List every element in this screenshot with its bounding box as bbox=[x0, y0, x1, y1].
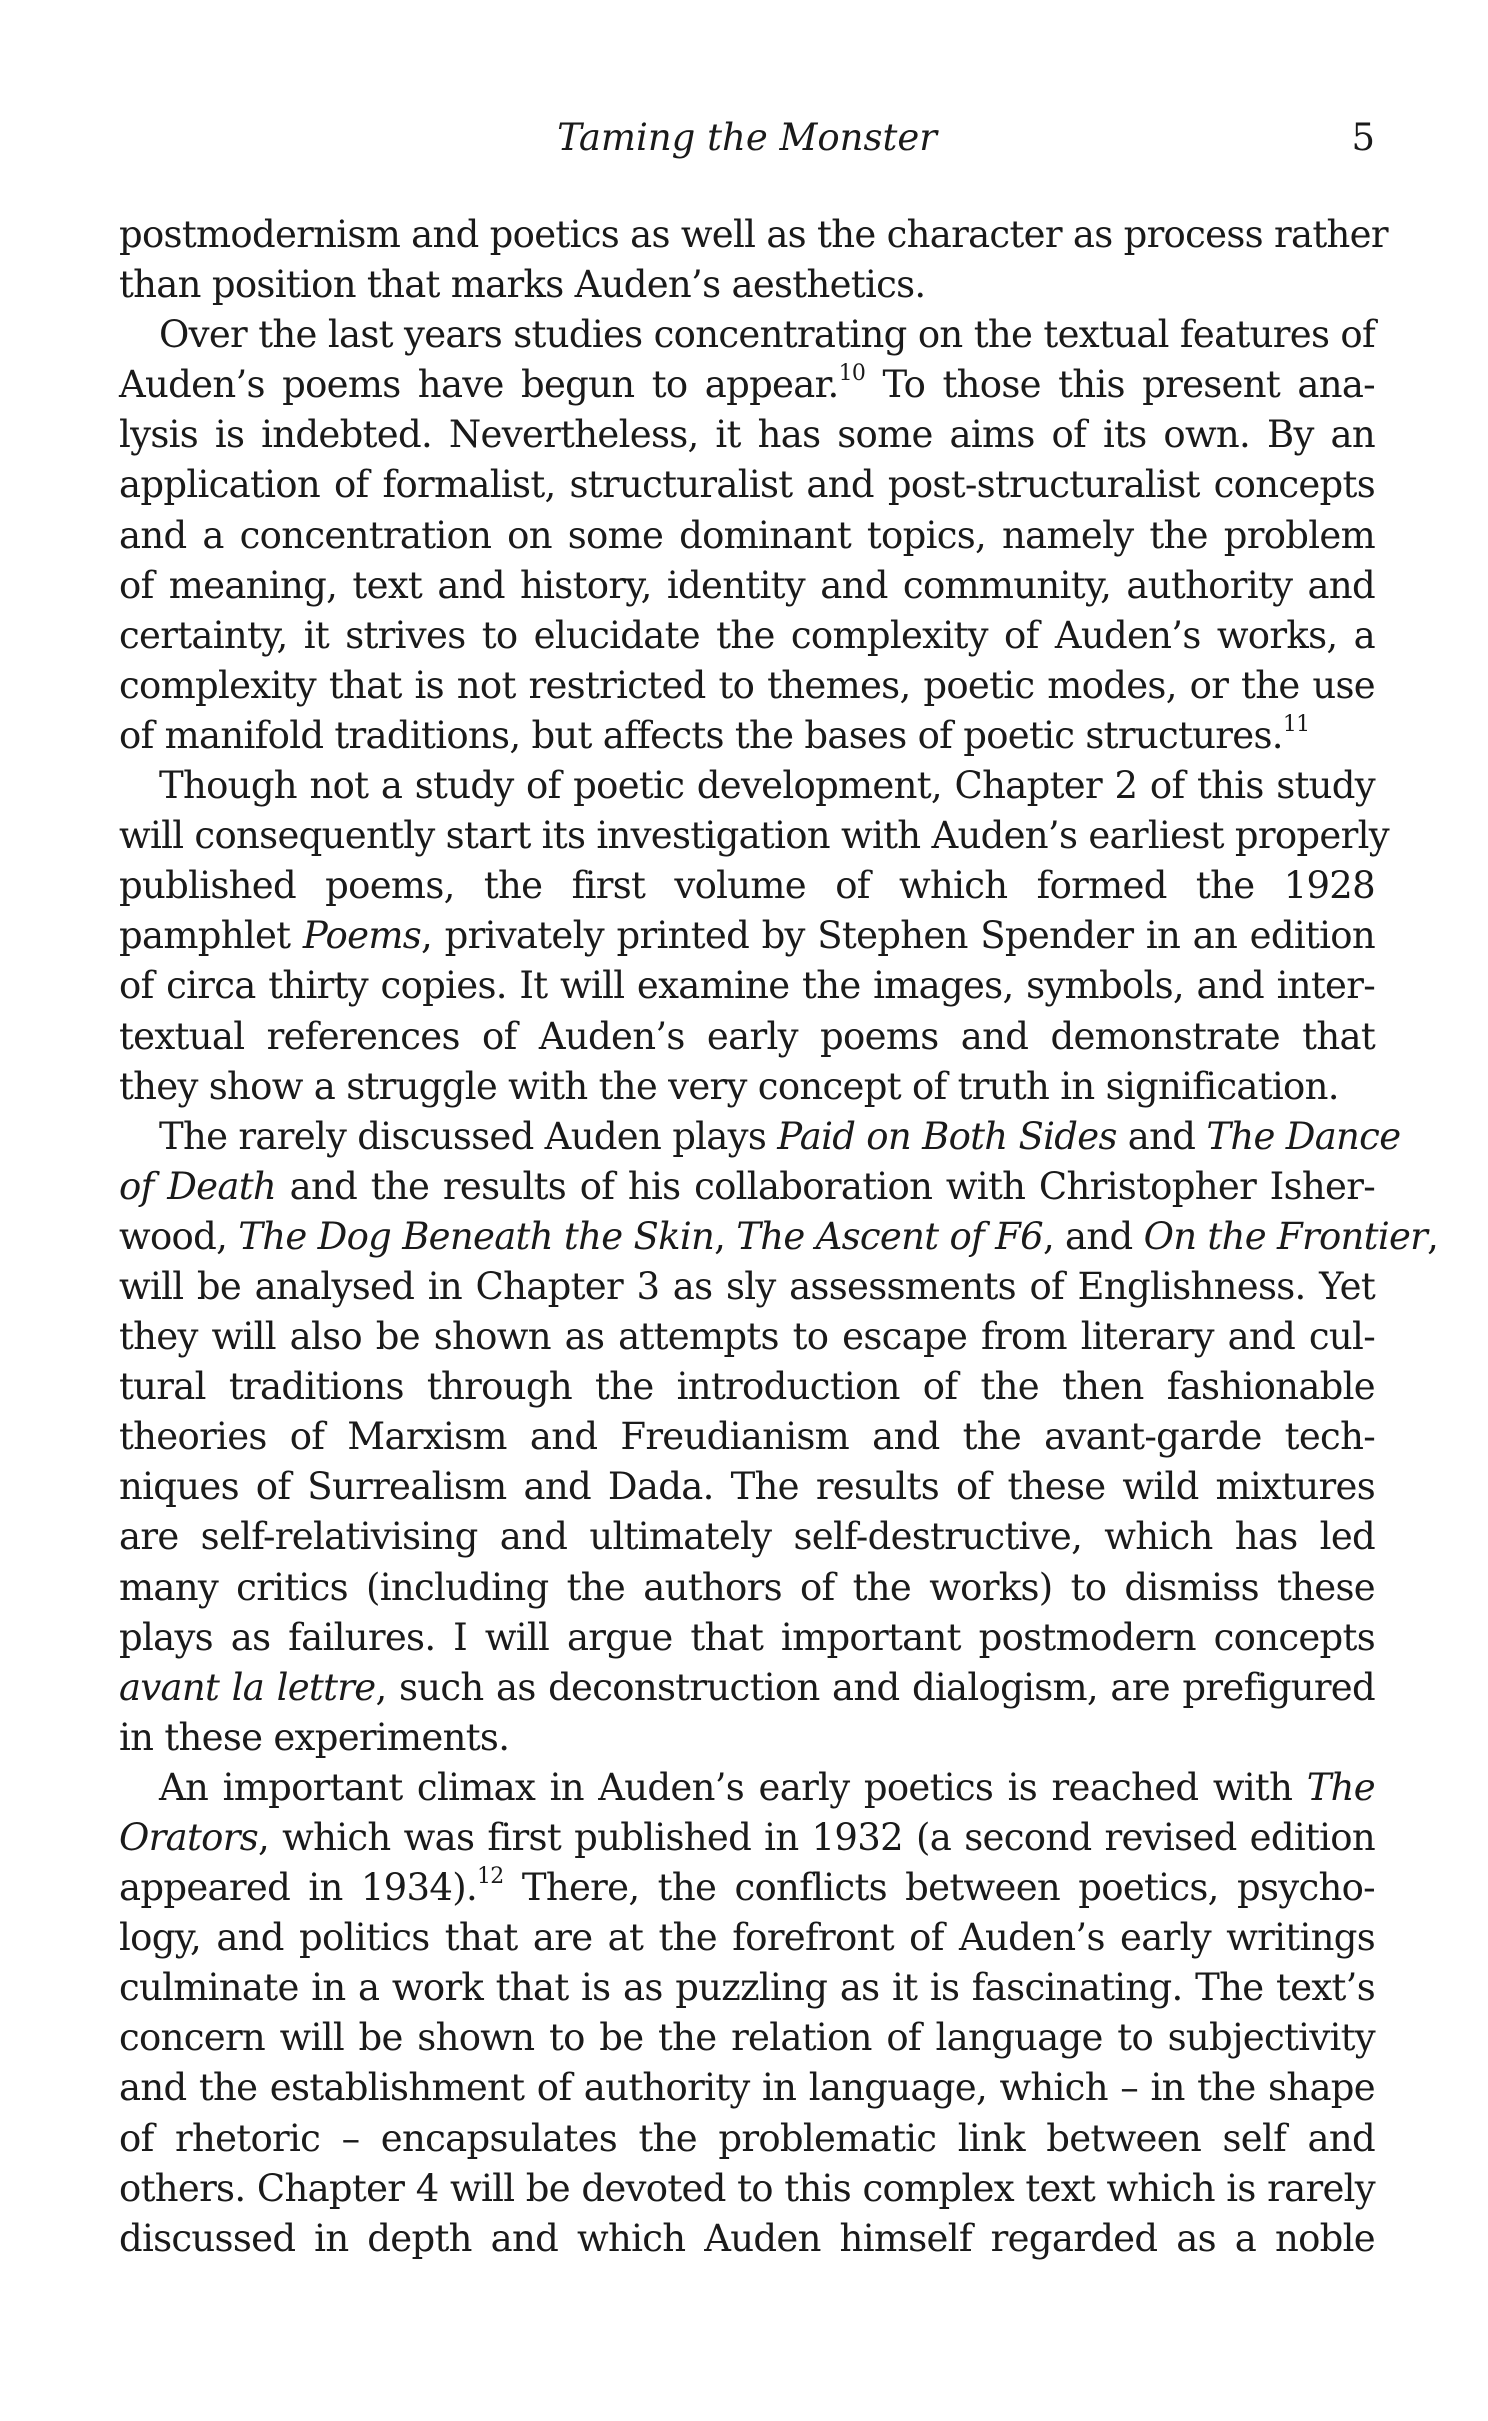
text-segment: others. Chapter 4 will be devoted to this complex text which is rarely bbox=[119, 2166, 1375, 2210]
text-line bbox=[119, 1613, 1375, 1663]
text-line bbox=[119, 1863, 1375, 1913]
text-line bbox=[119, 2114, 1375, 2164]
text-segment: application of formalist, structuralist and post-structuralist concepts bbox=[119, 463, 1375, 507]
text-segment: An important climax in Auden’s early poetics is reached with bbox=[159, 1765, 1307, 1809]
text-segment: The rarely discussed Auden plays bbox=[159, 1114, 778, 1158]
italic-title: The bbox=[1306, 1765, 1375, 1809]
text-line bbox=[119, 2214, 1375, 2264]
text-segment: , bbox=[714, 1214, 737, 1258]
italic-title: On the Frontier bbox=[1143, 1214, 1428, 1258]
text-segment: discussed in depth and which Auden himself regarded as a noble bbox=[119, 2216, 1375, 2260]
text-segment: published poems, the first volume of which formed the 1928 bbox=[119, 864, 1375, 908]
text-line bbox=[119, 1512, 1375, 1562]
text-segment: pamphlet bbox=[119, 914, 303, 958]
text-line bbox=[119, 1212, 1439, 1262]
text-segment: and the results of his collaboration with Christopher Isher- bbox=[276, 1164, 1376, 1208]
text-line bbox=[119, 1713, 1375, 1763]
page-number: 5 bbox=[1351, 116, 1375, 159]
text-segment: theories of Marxism and Freudianism and the avant-garde tech- bbox=[119, 1415, 1375, 1459]
body-text bbox=[119, 210, 1439, 2264]
text-line bbox=[119, 1563, 1375, 1613]
text-segment: To those this present ana- bbox=[865, 363, 1375, 407]
text-line bbox=[119, 1663, 1375, 1713]
text-line bbox=[119, 2013, 1375, 2063]
text-segment: postmodernism and poetics as well as the character as process rather bbox=[119, 213, 1388, 256]
text-segment: and the establishment of authority in language, which – in the shape bbox=[119, 2066, 1375, 2110]
footnote-marker: 10 bbox=[838, 360, 866, 386]
text-line bbox=[119, 1813, 1375, 1863]
text-segment: will consequently start its investigation with Auden’s earliest properly bbox=[119, 814, 1389, 858]
running-title: Taming the Monster bbox=[557, 116, 937, 159]
text-segment: certainty, it strives to elucidate the complexity of Auden’s works, a bbox=[119, 613, 1375, 657]
text-segment: many critics (including the authors of the works) to dismiss these bbox=[119, 1565, 1375, 1609]
text-line bbox=[119, 260, 1375, 310]
text-line bbox=[119, 1262, 1375, 1312]
footnote-marker: 11 bbox=[1282, 711, 1310, 737]
text-segment: , bbox=[1427, 1214, 1439, 1258]
text-line bbox=[119, 911, 1375, 961]
text-segment: , and bbox=[1042, 1214, 1144, 1258]
text-segment: of circa thirty copies. It will examine the images, symbols, and inter- bbox=[119, 964, 1375, 1008]
text-line bbox=[119, 1963, 1375, 2013]
text-line bbox=[119, 1362, 1375, 1412]
text-segment: of rhetoric – encapsulates the problematic link between self and bbox=[119, 2116, 1375, 2160]
text-segment: of meaning, text and history, identity and community, authority and bbox=[119, 563, 1375, 607]
italic-title: Paid on Both Sides bbox=[777, 1114, 1117, 1158]
text-line bbox=[119, 310, 1375, 360]
italic-title: of Death bbox=[119, 1164, 277, 1208]
text-line bbox=[119, 2063, 1375, 2113]
text-line bbox=[119, 611, 1375, 661]
italic-title: The Dance bbox=[1206, 1114, 1401, 1158]
italic-title: Orators bbox=[119, 1816, 258, 1859]
text-segment: they show a struggle with the very concept of truth in signification. bbox=[119, 1064, 1339, 1108]
text-segment: , privately printed by Stephen Spender in an edition bbox=[421, 914, 1375, 958]
text-line bbox=[119, 360, 1375, 410]
text-line bbox=[119, 1112, 1401, 1162]
text-segment: are self-relativising and ultimately self-destructive, which has led bbox=[119, 1515, 1375, 1559]
text-line bbox=[119, 861, 1375, 911]
text-line bbox=[119, 661, 1375, 711]
text-segment: and bbox=[1116, 1114, 1207, 1158]
footnote-marker: 12 bbox=[477, 1863, 504, 1889]
text-line bbox=[119, 410, 1375, 460]
italic-title: Poems bbox=[302, 914, 422, 958]
italic-title: avant la lettre bbox=[119, 1665, 376, 1709]
text-segment: than position that marks Auden’s aesthetics. bbox=[119, 263, 926, 307]
text-segment: they will also be shown as attempts to escape from literary and cul- bbox=[119, 1315, 1375, 1359]
text-segment: There, the conflicts between poetics, psycho- bbox=[503, 1866, 1375, 1910]
text-line bbox=[119, 1412, 1375, 1462]
text-line bbox=[119, 961, 1375, 1011]
text-line bbox=[119, 811, 1389, 861]
text-line bbox=[119, 460, 1375, 510]
text-line bbox=[119, 1312, 1375, 1362]
text-segment: niques of Surrealism and Dada. The results of these wild mixtures bbox=[119, 1465, 1375, 1509]
text-line bbox=[119, 1763, 1375, 1813]
text-segment: wood, bbox=[119, 1214, 239, 1258]
text-segment: Though not a study of poetic development, Chapter 2 of this study bbox=[159, 764, 1375, 808]
running-header bbox=[119, 112, 1375, 164]
text-line bbox=[119, 711, 1375, 761]
text-segment: , which was first published in 1932 (a second revised edition bbox=[258, 1816, 1375, 1859]
text-segment: complexity that is not restricted to themes, poetic modes, or the use bbox=[119, 663, 1375, 707]
text-segment: appeared in 1934). bbox=[119, 1866, 477, 1910]
italic-title: The Ascent of F6 bbox=[736, 1214, 1043, 1258]
text-segment: culminate in a work that is as puzzling as it is fascinating. The text’s bbox=[119, 1966, 1375, 2010]
text-segment: plays as failures. I will argue that important postmodern concepts bbox=[119, 1615, 1375, 1659]
text-line bbox=[119, 1062, 1375, 1112]
text-line bbox=[119, 1913, 1375, 1963]
text-segment: textual references of Auden’s early poems and demonstrate that bbox=[119, 1014, 1375, 1058]
text-line bbox=[119, 1462, 1375, 1512]
text-segment: will be analysed in Chapter 3 as sly assessments of Englishness. Yet bbox=[119, 1264, 1375, 1308]
text-segment: , such as deconstruction and dialogism, are prefigured bbox=[375, 1665, 1375, 1709]
text-segment: tural traditions through the introduction of the then fashionable bbox=[119, 1365, 1375, 1409]
text-segment: logy, and politics that are at the forefront of Auden’s early writings bbox=[119, 1916, 1375, 1960]
text-line bbox=[119, 1012, 1375, 1062]
text-line bbox=[119, 1162, 1375, 1212]
text-line bbox=[119, 2164, 1375, 2214]
text-segment: in these experiments. bbox=[119, 1715, 510, 1759]
text-line bbox=[119, 511, 1375, 561]
text-segment: concern will be shown to be the relation of language to subjectivity bbox=[119, 2016, 1375, 2060]
text-segment: and a concentration on some dominant topics, namely the problem bbox=[119, 513, 1375, 557]
text-segment: of manifold traditions, but affects the bases of poetic structures. bbox=[119, 713, 1283, 757]
text-segment: lysis is indebted. Nevertheless, it has some aims of its own. By an bbox=[119, 413, 1375, 457]
text-line bbox=[119, 761, 1375, 811]
italic-title: The Dog Beneath the Skin bbox=[238, 1214, 715, 1258]
text-line bbox=[119, 210, 1388, 260]
text-segment: Over the last years studies concentrating on the textual features of bbox=[159, 313, 1375, 357]
text-line bbox=[119, 561, 1375, 611]
text-segment: Auden’s poems have begun to appear. bbox=[119, 363, 839, 407]
